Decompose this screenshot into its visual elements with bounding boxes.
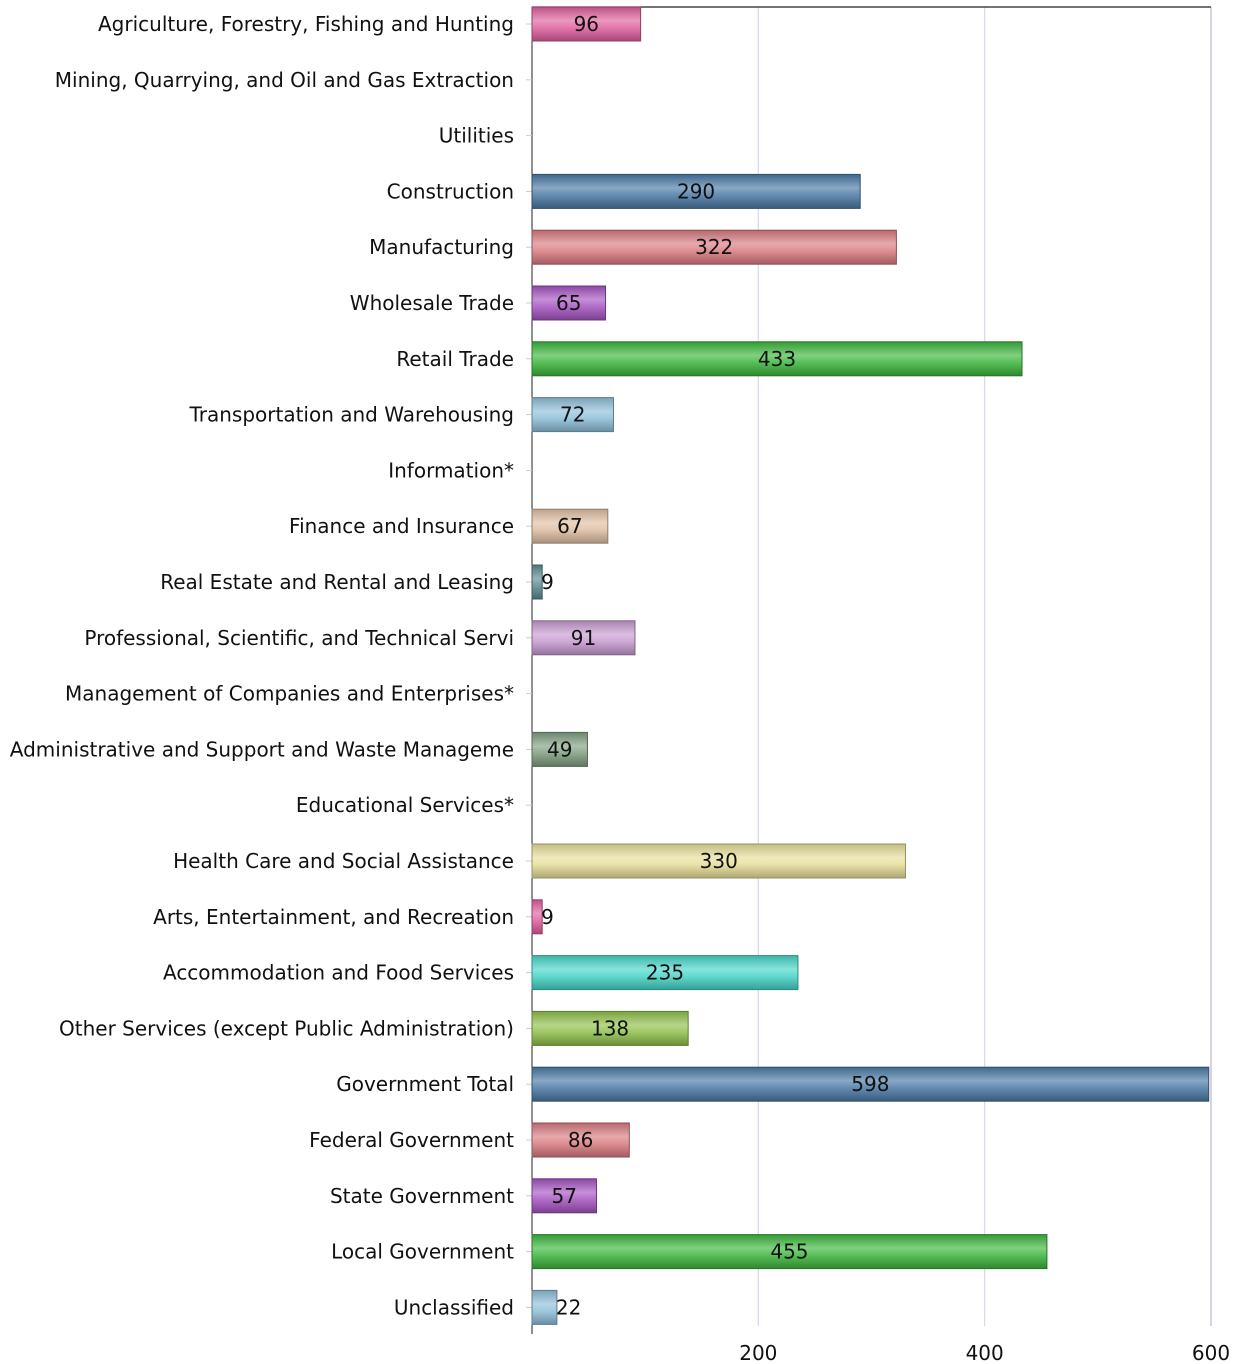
bar-value-label: 22 [555,1295,582,1320]
bar-value-label: 72 [560,402,586,427]
bar-value-label: 86 [567,1128,594,1152]
category-label: Other Services (except Public Administration) [59,1016,514,1041]
category-label: Federal Government [309,1128,514,1152]
category-label: Unclassified [393,1295,514,1320]
category-label: Accommodation and Food Services [162,960,514,985]
category-label: Real Estate and Rental and Leasing [160,570,514,594]
category-label: State Government [329,1183,514,1208]
category-label: Health Care and Social Assistance [173,849,514,873]
bar-value-label: 433 [757,346,797,371]
bar-value-label: 598 [851,1072,890,1097]
bar-value-label: 455 [770,1239,809,1264]
bar[interactable] [532,1290,557,1324]
category-label: Finance and Insurance [289,514,514,539]
category-label: Manufacturing [369,235,514,260]
category-label: Administrative and Support and Waste Manageme [9,737,514,762]
category-label: Wholesale Trade [349,291,514,315]
category-label: Construction [386,179,514,204]
x-tick-label: 200 [739,1341,778,1364]
bar-value-label: 290 [676,179,716,204]
category-label: Professional, Scientific, and Technical Servi [84,625,514,650]
bar-value-label: 9 [541,904,554,929]
bar-value-label: 57 [551,1183,577,1208]
x-tick-label: 400 [965,1341,1004,1364]
bar-value-label: 322 [695,235,734,260]
category-label: Retail Trade [396,346,514,371]
bar-value-label: 91 [570,625,597,650]
bar-value-label: 235 [645,960,685,985]
category-label: Transportation and Warehousing [189,402,514,427]
category-label: Utilities [438,123,514,148]
x-tick-label: 600 [1191,1341,1231,1364]
category-label: Agriculture, Forestry, Fishing and Hunting [98,12,514,36]
bar-value-label: 9 [541,570,554,594]
category-label: Educational Services* [295,793,514,818]
category-label: Local Government [331,1239,514,1264]
category-label: Arts, Entertainment, and Recreation [153,904,514,929]
bar-value-label: 49 [546,737,573,762]
bar-value-label: 96 [573,12,600,36]
bar-value-label: 67 [557,514,583,539]
bar-value-label: 138 [590,1016,630,1041]
category-label: Mining, Quarrying, and Oil and Gas Extraction [54,67,514,92]
bar-value-label: 65 [556,291,582,315]
category-label: Government Total [336,1072,514,1097]
category-label: Management of Companies and Enterprises* [65,681,514,706]
bar-value-label: 330 [699,849,738,873]
category-label: Information* [388,458,514,483]
